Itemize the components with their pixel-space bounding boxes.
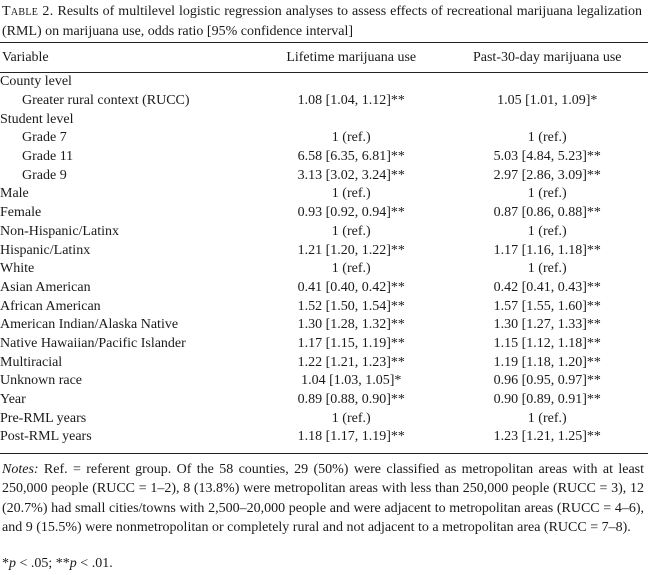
cell-past30: 0.42 [0.41, 0.43]** [493, 279, 601, 295]
cell-variable: Grade 9 [22, 167, 67, 183]
cell-variable: African American [0, 298, 101, 314]
cell-lifetime [256, 110, 446, 129]
cell-past30: 1 (ref.) [527, 186, 567, 202]
cell-past30 [446, 110, 648, 129]
table-row [0, 241, 648, 260]
cell-variable: White [0, 261, 35, 277]
table-row [0, 279, 648, 298]
notes-text: Ref. = referent group. Of the 58 counties, 29 (50%) were classified as metropolitan areas with at least 250,000 people (RUCC = 1–2), 8 (13.8%) were metropolitan areas with less than 250,000 people (RUCC = 3), 12 (20.7%) had small cities/towns with 2,500–20,000 people and were adjacent to metropolitan areas (RUCC = 4–6), and 9 (15.5%) were nonmetropolitan or completely rural and not adjacent to a metropolitan area (RUCC = 7–8). [2, 462, 644, 535]
caption-label: Table 2. [2, 4, 54, 19]
cell-lifetime: 1 (ref.) [331, 186, 371, 202]
header-row [0, 42, 648, 73]
cell-past30: 1.30 [1.27, 1.33]** [493, 317, 601, 333]
sig-star: * [2, 556, 9, 571]
cell-past30: 1 (ref.) [527, 410, 567, 426]
table-row [0, 316, 648, 335]
cell-past30: 1 (ref.) [527, 130, 567, 146]
table-row [0, 372, 648, 391]
cell-past30: 5.03 [4.84, 5.23]** [493, 149, 601, 165]
cell-variable: County level [0, 74, 72, 90]
cell-past30: 1.19 [1.18, 1.20]** [493, 354, 601, 370]
cell-variable: Grade 11 [22, 149, 74, 165]
cell-lifetime: 1 (ref.) [331, 410, 371, 426]
table-body [0, 73, 648, 447]
significance-note [2, 555, 113, 573]
table-row [0, 335, 648, 354]
cell-lifetime: 1.30 [1.28, 1.32]** [297, 317, 405, 333]
sig-threshold-2: < .01. [76, 556, 113, 571]
table-caption [2, 2, 642, 42]
cell-lifetime: 1.52 [1.50, 1.54]** [297, 298, 405, 314]
cell-lifetime: 3.13 [3.02, 3.24]** [297, 167, 405, 183]
table-row [0, 428, 648, 447]
table-row [0, 409, 648, 428]
cell-lifetime: 1.22 [1.21, 1.23]** [297, 354, 405, 370]
cell-variable: Post-RML years [0, 429, 92, 445]
cell-variable: Greater rural context (RUCC) [22, 93, 190, 109]
table-row [0, 185, 648, 204]
col-header-lifetime: Lifetime marijuana use [286, 49, 417, 65]
sig-threshold-1: < .05; ** [16, 556, 70, 571]
table-row [0, 110, 648, 129]
results-table [0, 42, 648, 447]
cell-lifetime: 1 (ref.) [331, 261, 371, 277]
table-row [0, 73, 648, 92]
cell-past30: 1.57 [1.55, 1.60]** [493, 298, 601, 314]
cell-lifetime: 1 (ref.) [331, 130, 371, 146]
sig-p-symbol-2: p [69, 556, 77, 571]
cell-variable: American Indian/Alaska Native [0, 317, 179, 333]
cell-lifetime: 0.89 [0.88, 0.90]** [297, 392, 405, 408]
cell-lifetime: 1.21 [1.20, 1.22]** [297, 242, 405, 258]
cell-lifetime: 6.58 [6.35, 6.81]** [297, 149, 405, 165]
cell-lifetime: 1.17 [1.15, 1.19]** [297, 335, 405, 351]
cell-variable: Asian American [0, 279, 91, 295]
cell-lifetime: 0.41 [0.40, 0.42]** [297, 279, 405, 295]
table-row [0, 223, 648, 242]
cell-past30: 1.23 [1.21, 1.25]** [493, 429, 601, 445]
table-row [0, 129, 648, 148]
cell-variable: Grade 7 [22, 130, 67, 146]
cell-variable: Student level [0, 111, 74, 127]
cell-past30: 0.96 [0.95, 0.97]** [493, 373, 601, 389]
table-row [0, 297, 648, 316]
sig-p-symbol: p [9, 556, 16, 571]
cell-lifetime: 1.08 [1.04, 1.12]** [297, 93, 405, 109]
cell-lifetime: 0.93 [0.92, 0.94]** [297, 205, 405, 221]
cell-lifetime [256, 73, 446, 92]
cell-variable: Female [0, 205, 42, 221]
table-row [0, 92, 648, 111]
cell-past30: 1.17 [1.16, 1.18]** [493, 242, 601, 258]
col-header-past30: Past-30-day marijuana use [472, 49, 622, 65]
cell-past30: 0.90 [0.89, 0.91]** [493, 392, 601, 408]
cell-past30: 1.05 [1.01, 1.09]* [497, 93, 598, 109]
col-header-variable: Variable [2, 49, 49, 65]
table-row [0, 148, 648, 167]
cell-variable: Native Hawaiian/Pacific Islander [0, 335, 186, 351]
cell-past30: 1 (ref.) [527, 261, 567, 277]
table-row [0, 204, 648, 223]
cell-past30: 1.15 [1.12, 1.18]** [493, 335, 601, 351]
cell-variable: Multiracial [0, 354, 63, 370]
bottom-rule [0, 453, 648, 454]
cell-variable: Male [0, 186, 29, 202]
cell-variable: Hispanic/Latinx [0, 242, 91, 258]
cell-variable: Year [0, 392, 26, 408]
table-row [0, 391, 648, 410]
caption-text: Results of multilevel logistic regression analyses to assess effects of recreational marijuana legalization (RML) on marijuana use, odds ratio [95% confidence interval] [2, 4, 643, 39]
table-notes [2, 460, 644, 537]
cell-variable: Pre-RML years [0, 410, 87, 426]
cell-lifetime: 1 (ref.) [331, 223, 371, 239]
cell-lifetime: 1.04 [1.03, 1.05]* [301, 373, 402, 389]
cell-variable: Unknown race [0, 373, 83, 389]
table-row [0, 260, 648, 279]
cell-lifetime: 1.18 [1.17, 1.19]** [297, 429, 405, 445]
cell-past30: 1 (ref.) [527, 223, 567, 239]
cell-variable: Non-Hispanic/Latinx [0, 223, 119, 239]
table-row [0, 353, 648, 372]
cell-past30: 2.97 [2.86, 3.09]** [493, 167, 601, 183]
table-row [0, 166, 648, 185]
cell-past30 [446, 73, 648, 92]
notes-label: Notes: [2, 462, 39, 477]
cell-past30: 0.87 [0.86, 0.88]** [493, 205, 601, 221]
